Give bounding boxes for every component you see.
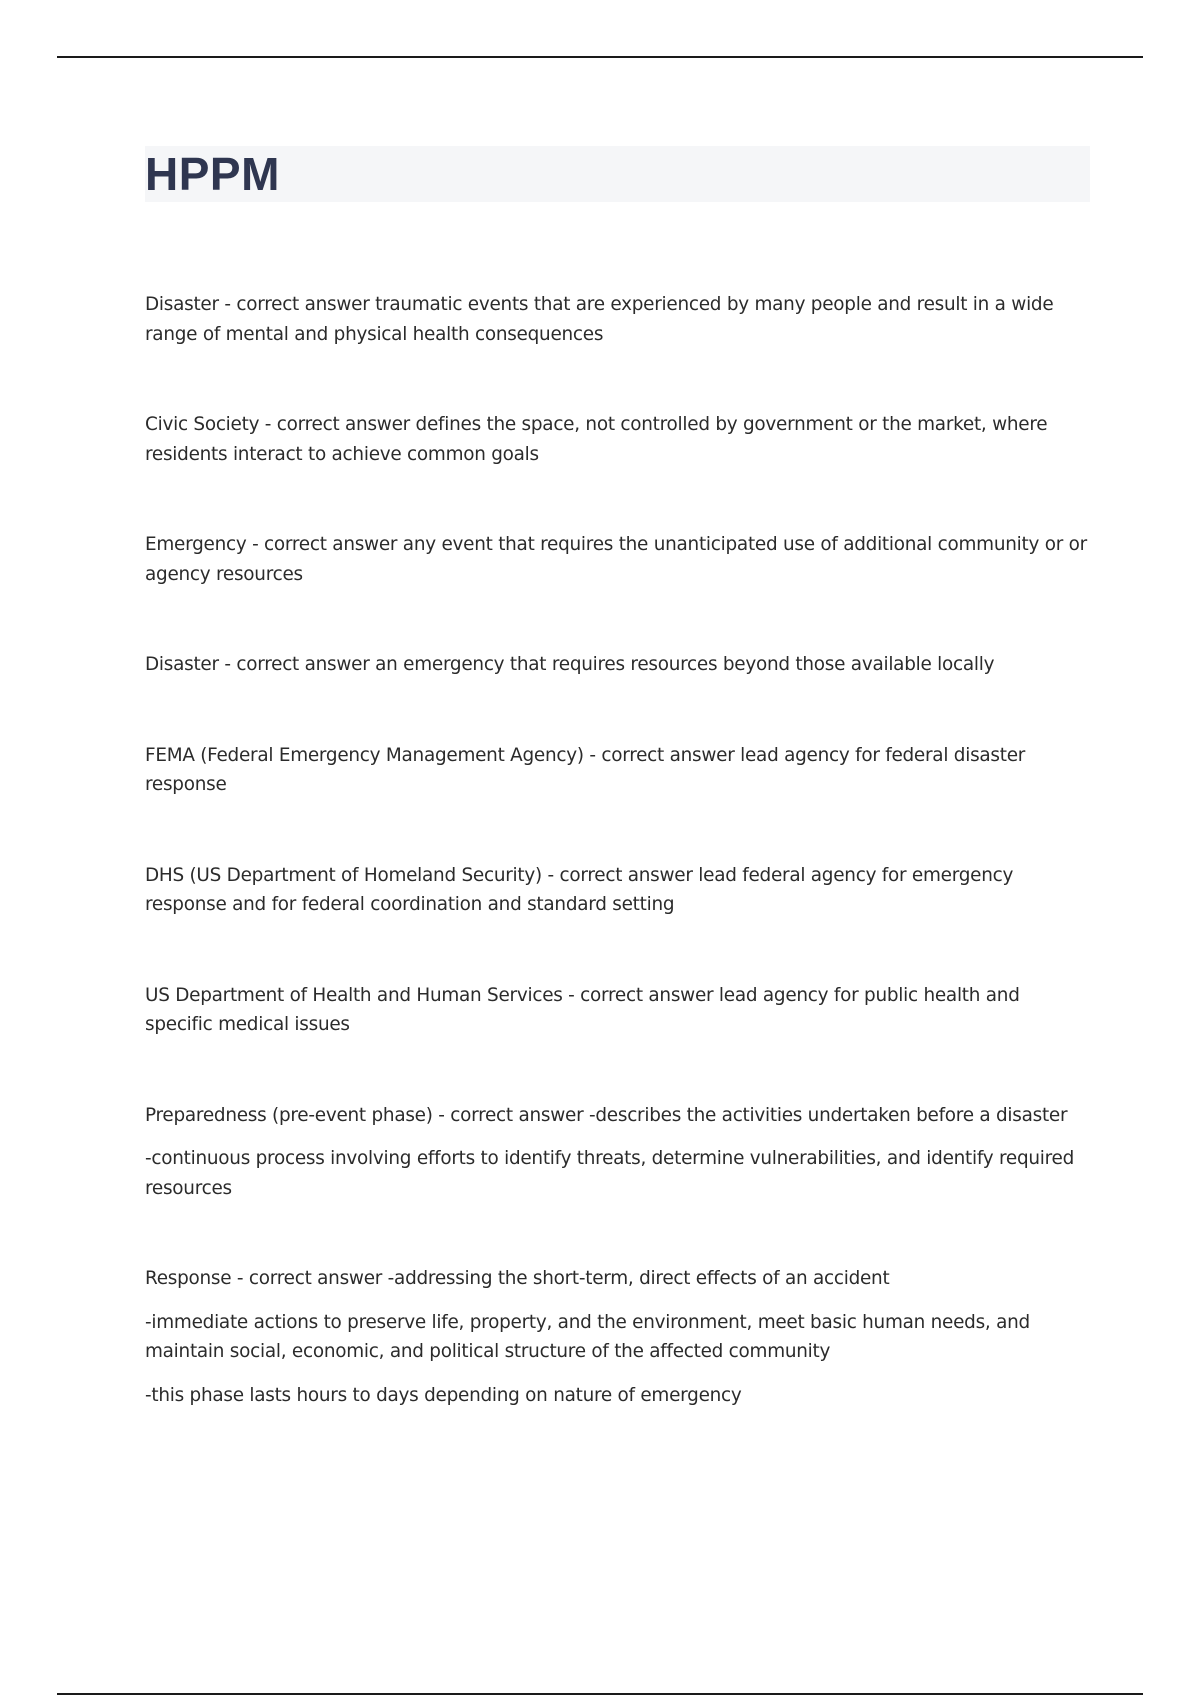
entry-text: -this phase lasts hours to days depending on nature of emergency — [145, 1384, 742, 1406]
entry — [145, 530, 1090, 589]
entry — [145, 650, 1090, 680]
entry-text: -continuous process involving efforts to identify threats, determine vulnerabilities, and identify required resources — [145, 1148, 1075, 1199]
entry-text: Emergency - correct answer any event that requires the unanticipated use of additional community or or agency resources — [145, 534, 1087, 585]
bottom-rule — [57, 1693, 1143, 1695]
entry-text: Disaster - correct answer traumatic events that are experienced by many people and result in a wide range of mental and physical health consequences — [145, 294, 1054, 345]
entry — [145, 1264, 1090, 1410]
entry — [145, 741, 1090, 800]
entry-text: DHS (US Department of Homeland Security) - correct answer lead federal agency for emergency response and for federal coordination and standard setting — [145, 864, 1014, 915]
entry-text: Civic Society - correct answer defines the space, not controlled by government or the market, where residents interact to achieve common goals — [145, 414, 1048, 465]
entry — [145, 410, 1090, 469]
entry — [145, 290, 1090, 349]
entry-text: Disaster - correct answer an emergency that requires resources beyond those available locally — [145, 654, 995, 675]
entry-text: Response - correct answer -addressing the short-term, direct effects of an accident — [145, 1268, 890, 1289]
entry-text: FEMA (Federal Emergency Management Agency) - correct answer lead agency for federal disaster response — [145, 744, 1026, 795]
entry-text: Preparedness (pre-event phase) - correct answer -describes the activities undertaken before a disaster — [145, 1104, 1068, 1126]
entry-text: -immediate actions to preserve life, property, and the environment, meet basic human needs, and maintain social, economic, and political structure of the affected community — [145, 1311, 1030, 1362]
document-title: HPPM — [145, 148, 280, 200]
entry-text: US Department of Health and Human Services - correct answer lead agency for public health and specific medical issues — [145, 984, 1020, 1035]
entry — [145, 981, 1090, 1040]
entry — [145, 861, 1090, 920]
top-rule — [57, 56, 1143, 58]
entry — [145, 1101, 1090, 1204]
title-band — [145, 146, 1090, 202]
entry-list — [145, 290, 1090, 1410]
